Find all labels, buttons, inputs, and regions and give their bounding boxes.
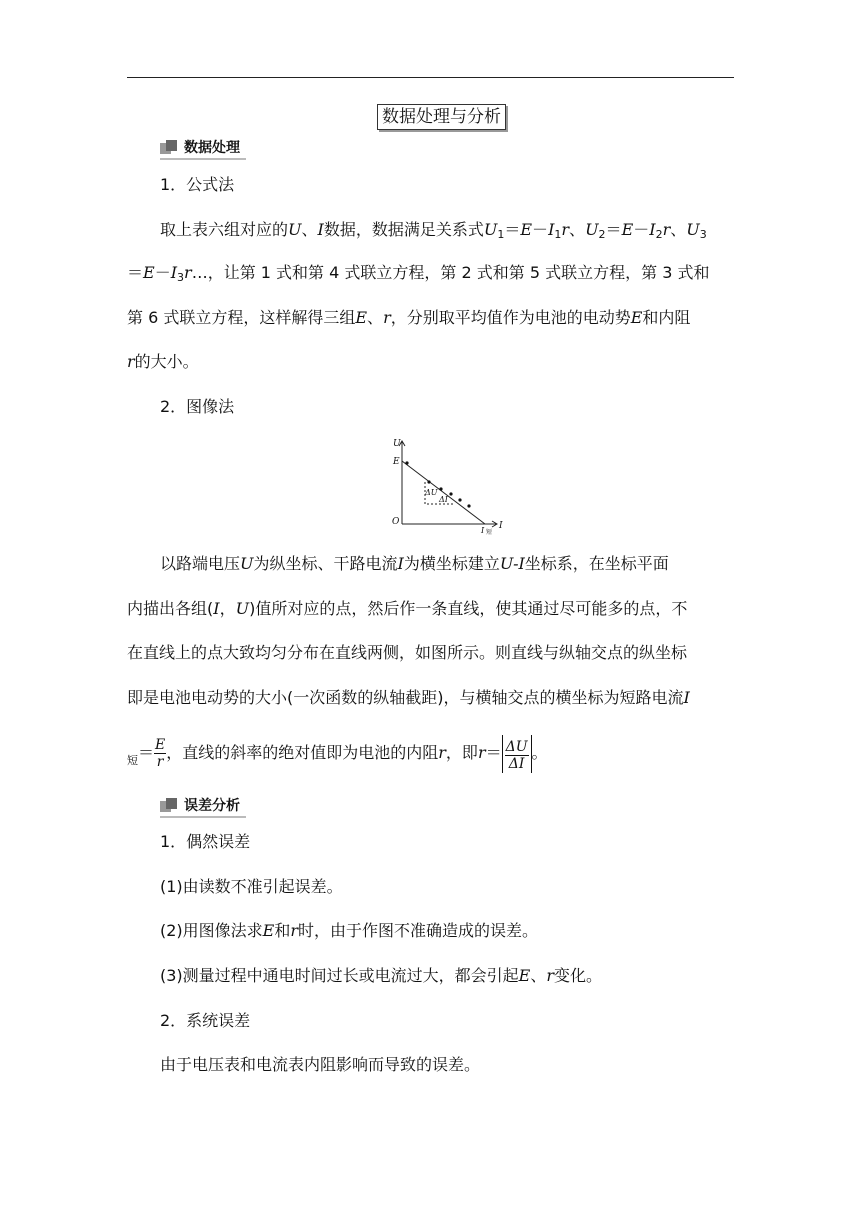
systematic-error-heading: 2．系统误差 xyxy=(160,1011,251,1030)
random-error-heading: 1．偶然误差 xyxy=(160,832,251,851)
fit-line xyxy=(402,461,485,524)
axis-label-u: U xyxy=(393,439,401,449)
square-bullet-icon xyxy=(160,798,178,812)
paragraph-line: $=E-I_3r\dots$，让第 1 式和第 4 式联立方程，第 2 式和第 5 式联立方程，第 3 式和 xyxy=(127,263,710,284)
data-point xyxy=(467,504,470,507)
e-label: E xyxy=(393,457,400,467)
data-point xyxy=(439,487,442,490)
error-item: (2)用图像法求E和r时，由于作图不准确造成的误差。 xyxy=(160,921,539,940)
paragraph-line: 内描出各组(I，U)值所对应的点，然后作一条直线，使其通过尽可能多的点，不 xyxy=(127,599,688,618)
square-bullet-icon xyxy=(160,140,178,154)
fraction-e-over-r: $\frac{E}{r}$ xyxy=(155,737,166,770)
data-point xyxy=(405,461,408,464)
paragraph-line: r的大小。 xyxy=(127,352,199,371)
graph-method-heading: 2．图像法 xyxy=(160,397,235,416)
error-item: (3)测量过程中通电时间过长或电流过大，都会引起E、r变化。 xyxy=(160,966,603,985)
paragraph-line: 即是电池电动势的大小(一次函数的纵轴截距)，与横轴交点的横坐标为短路电流I xyxy=(127,688,690,707)
paragraph-line: 第 6 式联立方程，这样解得三组E、r，分别取平均值作为电池的电动势E和内阻 xyxy=(127,308,691,327)
data-point xyxy=(427,480,430,483)
paragraph-line: $_短$＝ $\frac{E}{r}$ ，直线的斜率的绝对值即为电池的内阻r，即r＝ $\frac{\Delta U}{\Delta I}$ 。 xyxy=(127,733,735,781)
data-point xyxy=(458,498,461,501)
paragraph-line: 以路端电压U为纵坐标、干路电流I为横坐标建立U-I坐标系，在坐标平面 xyxy=(160,554,669,573)
formula-method-heading: 1．公式法 xyxy=(160,175,235,194)
u-i-graph xyxy=(385,436,510,536)
absolute-value-fraction: $\frac{\Delta U}{\Delta I}$ xyxy=(502,735,532,773)
origin-label: O xyxy=(392,517,400,527)
i-short-subscript: 短 xyxy=(486,529,493,536)
top-rule xyxy=(127,77,734,78)
data-point xyxy=(449,492,452,495)
section-heading-label: 误差分析 xyxy=(184,798,240,814)
i-short-label: I xyxy=(481,526,485,535)
paragraph-line: 在直线上的点大致均匀分布在直线两侧，如图所示。则直线与纵轴交点的纵坐标 xyxy=(127,643,688,662)
data-points xyxy=(405,461,470,507)
section-heading-error-analysis xyxy=(160,795,240,815)
delta-u-label: ΔU xyxy=(425,488,438,497)
paragraph-line: 取上表六组对应的U、I数据，数据满足关系式$U_1=E-I_1r$、$U_2=E-I_2r$、$U_3$ xyxy=(160,220,707,241)
page-title: 数据处理与分析 xyxy=(377,104,506,130)
section-heading-label: 数据处理 xyxy=(184,140,240,156)
error-item: (1)由读数不准引起误差。 xyxy=(160,877,343,896)
axis-label-i: I xyxy=(499,521,503,531)
section-heading-data-processing xyxy=(160,137,240,157)
error-item: 由于电压表和电流表内阻影响而导致的误差。 xyxy=(160,1055,481,1074)
delta-i-label: ΔI xyxy=(439,495,448,504)
